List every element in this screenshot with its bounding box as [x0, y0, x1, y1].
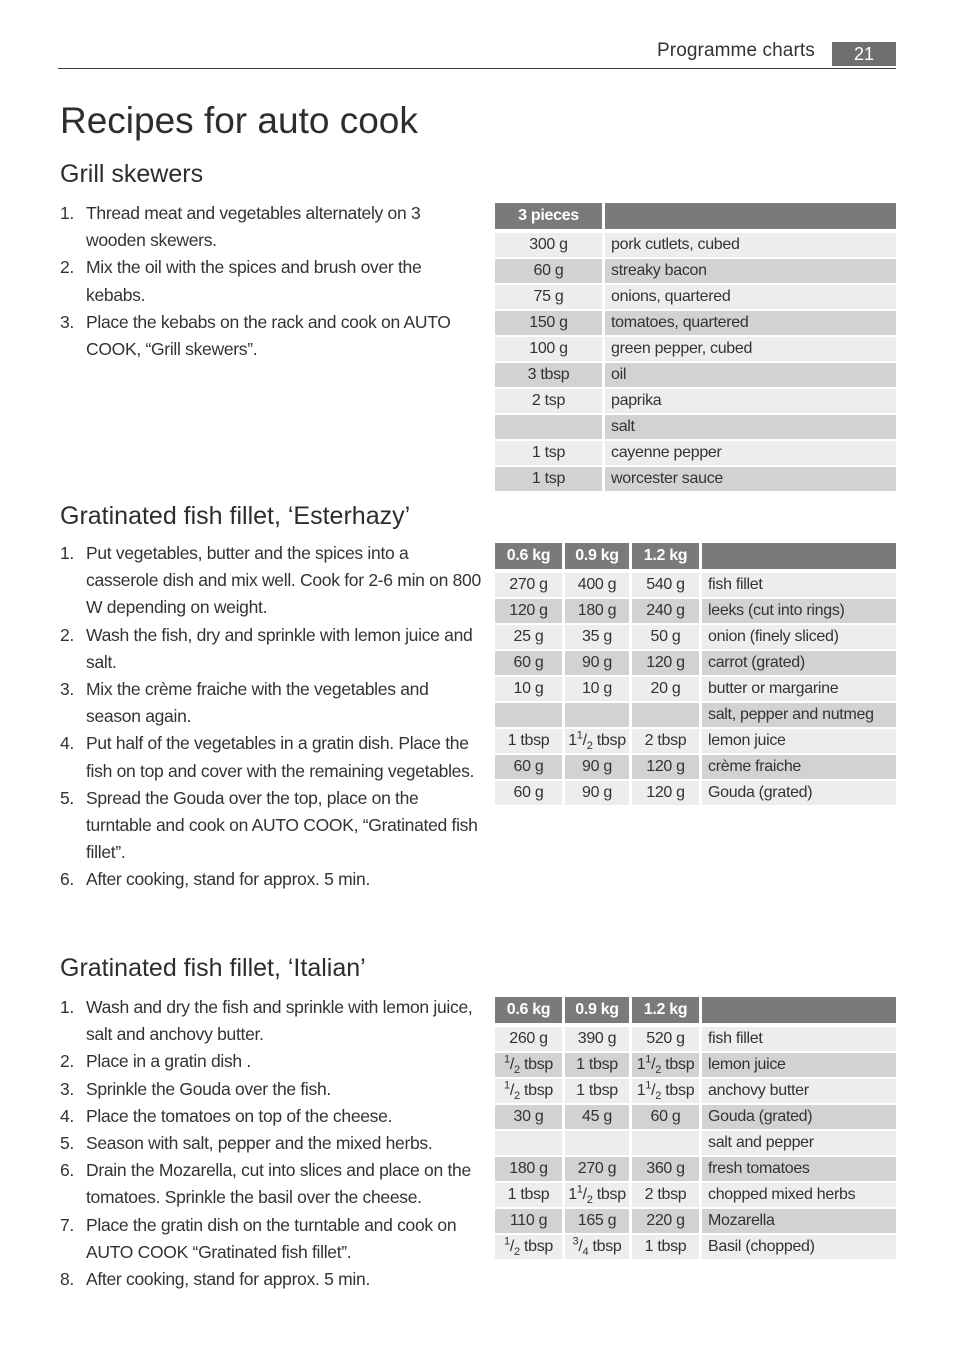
column-header: 3 pieces [495, 203, 605, 233]
ingredient-cell: salt and pepper [702, 1131, 896, 1157]
ingredient-cell: salt [605, 415, 896, 441]
amount-cell: 30 g [495, 1105, 565, 1131]
step-number: 2. [60, 624, 74, 645]
amount-cell: 35 g [565, 625, 632, 651]
ingredient-row [495, 573, 896, 599]
amount-cell: 60 g [495, 651, 565, 677]
amount-cell: 270 g [495, 573, 565, 599]
amount-cell: 180 g [495, 1157, 565, 1183]
ingredient-cell: salt, pepper and nutmeg [702, 703, 896, 729]
amount-cell: 2 tsp [495, 389, 605, 415]
step-item [60, 309, 484, 363]
amount-cell: $^1/_2$ tbsp [495, 1235, 565, 1261]
amount-cell: $1^1/_2$ tbsp [632, 1053, 702, 1079]
ingredient-row [495, 781, 896, 807]
amount-cell: 1 tbsp [565, 1079, 632, 1105]
amount-cell: 60 g [495, 259, 605, 285]
ingredient-cell: onions, quartered [605, 285, 896, 311]
ingredient-row [495, 1131, 896, 1157]
step-item [60, 676, 484, 730]
amount-cell [632, 1131, 702, 1157]
step-number: 3. [60, 311, 74, 332]
ingredient-row [495, 259, 896, 285]
ingredient-row [495, 441, 896, 467]
amount-cell: $^1/_2$ tbsp [495, 1053, 565, 1079]
amount-cell: 150 g [495, 311, 605, 337]
ingredient-cell: lemon juice [702, 1053, 896, 1079]
ingredient-row [495, 1235, 896, 1261]
ingredient-cell: onion (finely sliced) [702, 625, 896, 651]
ingredient-cell: carrot (grated) [702, 651, 896, 677]
ingredient-row [495, 415, 896, 441]
ingredient-row [495, 1079, 896, 1105]
ingredient-cell: leeks (cut into rings) [702, 599, 896, 625]
step-text: Drain the Mozarella, cut into slices and place on the tomatoes. Sprinkle the basil over the cheese. [86, 1160, 471, 1208]
amount-cell [495, 1131, 565, 1157]
amount-cell: 1 tbsp [495, 729, 565, 755]
step-number: 5. [60, 787, 74, 808]
step-text: Place in a gratin dish . [86, 1051, 251, 1072]
amount-cell: 2 tbsp [632, 1183, 702, 1209]
ingredient-row [495, 1027, 896, 1053]
amount-cell: 90 g [565, 755, 632, 781]
ingredient-cell: streaky bacon [605, 259, 896, 285]
step-number: 4. [60, 733, 74, 754]
step-number: 8. [60, 1269, 74, 1290]
page-title: Recipes for auto cook [60, 100, 418, 141]
step-text: Place the kebabs on the rack and cook on AUTO COOK, “Grill skewers”. [86, 311, 451, 360]
amount-cell: 1 tbsp [565, 1053, 632, 1079]
column-header [605, 203, 896, 233]
ingredient-row [495, 285, 896, 311]
amount-cell [565, 703, 632, 729]
steps-esterhazy [60, 540, 484, 894]
step-number: 1. [60, 543, 74, 563]
amount-cell: 400 g [565, 573, 632, 599]
ingredient-row [495, 389, 896, 415]
amount-cell: 180 g [565, 599, 632, 625]
step-item [60, 622, 484, 676]
amount-cell: 2 tbsp [632, 729, 702, 755]
step-item [60, 994, 484, 1048]
ingredient-row [495, 1183, 896, 1209]
ingredient-row [495, 363, 896, 389]
amount-cell: 100 g [495, 337, 605, 363]
ingredients-table-grill [495, 203, 896, 493]
step-item [60, 200, 484, 254]
header-rule [58, 68, 896, 69]
column-header: 1.2 kg [632, 543, 702, 573]
amount-cell: 60 g [495, 781, 565, 807]
step-item [60, 1076, 484, 1103]
column-header [702, 543, 896, 573]
step-number: 5. [60, 1133, 74, 1154]
amount-cell: 120 g [632, 755, 702, 781]
amount-cell: 25 g [495, 625, 565, 651]
ingredient-row [495, 467, 896, 493]
amount-cell: 75 g [495, 285, 605, 311]
recipe-title-grill: Grill skewers [60, 160, 204, 188]
step-text: Wash the fish, dry and sprinkle with lemon juice and salt. [86, 624, 473, 672]
ingredient-cell: chopped mixed herbs [702, 1183, 896, 1209]
step-number: 1. [60, 997, 74, 1017]
step-text: Season with salt, pepper and the mixed herbs. [86, 1133, 433, 1154]
amount-cell: 120 g [632, 651, 702, 677]
ingredient-cell: tomatoes, quartered [605, 311, 896, 337]
ingredient-row [495, 599, 896, 625]
amount-cell: $1^1/_2$ tbsp [632, 1079, 702, 1105]
amount-cell: 120 g [495, 599, 565, 625]
step-number: 4. [60, 1105, 74, 1126]
ingredient-row [495, 233, 896, 259]
step-text: After cooking, stand for approx. 5 min. [86, 869, 371, 890]
ingredient-row [495, 703, 896, 729]
step-item [60, 1130, 484, 1157]
step-item [60, 1157, 484, 1211]
step-item [60, 1103, 484, 1130]
ingredient-cell: worcester sauce [605, 467, 896, 493]
amount-cell: 120 g [632, 781, 702, 807]
amount-cell: 540 g [632, 573, 702, 599]
step-number: 7. [60, 1214, 74, 1235]
ingredients-table-esterhazy [495, 543, 896, 807]
amount-cell: 520 g [632, 1027, 702, 1053]
step-text: Mix the crème fraiche with the vegetables and season again. [86, 679, 429, 727]
step-number: 3. [60, 1078, 74, 1099]
ingredient-row [495, 311, 896, 337]
amount-cell: 90 g [565, 781, 632, 807]
step-text: Spread the Gouda over the top, place on the turntable and cook on AUTO COOK, “Gratinated fish fillet”. [86, 787, 478, 863]
ingredient-cell: butter or margarine [702, 677, 896, 703]
amount-cell: 1 tbsp [632, 1235, 702, 1261]
step-item [60, 540, 484, 622]
step-number: 2. [60, 257, 74, 278]
amount-cell: 10 g [565, 677, 632, 703]
amount-cell: 1 tbsp [495, 1183, 565, 1209]
amount-cell: $^1/_2$ tbsp [495, 1079, 565, 1105]
step-text: Mix the oil with the spices and brush over the kebabs. [86, 257, 422, 305]
ingredient-cell: Basil (chopped) [702, 1235, 896, 1261]
ingredient-cell: crème fraiche [702, 755, 896, 781]
amount-cell: 10 g [495, 677, 565, 703]
amount-cell: $1^1/_2$ tbsp [565, 1183, 632, 1209]
amount-cell: 220 g [632, 1209, 702, 1235]
ingredient-cell: cayenne pepper [605, 441, 896, 467]
ingredient-cell: fish fillet [702, 573, 896, 599]
step-number: 6. [60, 1160, 74, 1181]
step-text: Put half of the vegetables in a gratin dish. Place the fish on top and cover with the remaining vegetables. [86, 733, 475, 781]
step-item [60, 785, 484, 867]
step-text: Sprinkle the Gouda over the fish. [86, 1078, 331, 1099]
ingredient-row [495, 625, 896, 651]
amount-cell: 60 g [495, 755, 565, 781]
amount-cell: 300 g [495, 233, 605, 259]
ingredient-row [495, 1209, 896, 1235]
step-number: 2. [60, 1051, 74, 1072]
amount-cell: $1^1/_2$ tbsp [565, 729, 632, 755]
ingredient-cell: Mozarella [702, 1209, 896, 1235]
ingredient-cell: Gouda (grated) [702, 781, 896, 807]
ingredient-cell: Gouda (grated) [702, 1105, 896, 1131]
amount-cell: 165 g [565, 1209, 632, 1235]
step-number: 3. [60, 679, 74, 700]
ingredient-cell: fresh tomatoes [702, 1157, 896, 1183]
ingredient-cell: anchovy butter [702, 1079, 896, 1105]
amount-cell: 390 g [565, 1027, 632, 1053]
step-text: After cooking, stand for approx. 5 min. [86, 1269, 371, 1290]
amount-cell: 1 tsp [495, 467, 605, 493]
amount-cell: 110 g [495, 1209, 565, 1235]
ingredient-cell: paprika [605, 389, 896, 415]
ingredient-cell: lemon juice [702, 729, 896, 755]
running-header: Programme charts [657, 40, 815, 61]
amount-cell [632, 703, 702, 729]
ingredient-cell: green pepper, cubed [605, 337, 896, 363]
column-header: 0.9 kg [565, 997, 632, 1027]
amount-cell: $^3/_4$ tbsp [565, 1235, 632, 1261]
amount-cell: 90 g [565, 651, 632, 677]
step-number: 1. [60, 203, 74, 223]
amount-cell: 50 g [632, 625, 702, 651]
amount-cell [495, 703, 565, 729]
step-item [60, 730, 484, 784]
ingredient-cell: pork cutlets, cubed [605, 233, 896, 259]
amount-cell: 270 g [565, 1157, 632, 1183]
step-item [60, 1212, 484, 1266]
step-item [60, 254, 484, 308]
ingredient-row [495, 1053, 896, 1079]
steps-italian [60, 994, 484, 1293]
step-number: 6. [60, 869, 74, 890]
amount-cell [495, 415, 605, 441]
amount-cell: 240 g [632, 599, 702, 625]
column-header: 1.2 kg [632, 997, 702, 1027]
ingredient-cell: oil [605, 363, 896, 389]
amount-cell: 260 g [495, 1027, 565, 1053]
ingredients-table-italian [495, 997, 896, 1261]
amount-cell: 360 g [632, 1157, 702, 1183]
ingredient-row [495, 1105, 896, 1131]
step-text: Place the tomatoes on top of the cheese. [86, 1105, 393, 1126]
column-header: 0.6 kg [495, 997, 565, 1027]
amount-cell: 60 g [632, 1105, 702, 1131]
ingredient-row [495, 337, 896, 363]
amount-cell: 20 g [632, 677, 702, 703]
amount-cell: 1 tsp [495, 441, 605, 467]
ingredient-row [495, 1157, 896, 1183]
step-text: Thread meat and vegetables alternately on 3 wooden skewers. [86, 203, 421, 251]
page-number: 21 [832, 42, 896, 66]
step-item [60, 1266, 484, 1293]
amount-cell: 3 tbsp [495, 363, 605, 389]
step-text: Wash and dry the fish and sprinkle with lemon juice, salt and anchovy butter. [86, 997, 473, 1045]
ingredient-row [495, 677, 896, 703]
column-header: 0.9 kg [565, 543, 632, 573]
steps-grill [60, 200, 484, 363]
step-item [60, 866, 484, 893]
ingredient-cell: fish fillet [702, 1027, 896, 1053]
ingredient-row [495, 729, 896, 755]
recipe-title-esterhazy: Gratinated fish fillet, ‘Esterhazy’ [60, 502, 411, 530]
step-text: Place the gratin dish on the turntable and cook on AUTO COOK “Gratinated fish fillet”. [86, 1214, 457, 1262]
step-item [60, 1048, 484, 1075]
ingredient-row [495, 651, 896, 677]
recipe-title-italian: Gratinated fish fillet, ‘Italian’ [60, 954, 366, 982]
amount-cell: 45 g [565, 1105, 632, 1131]
ingredient-row [495, 755, 896, 781]
column-header [702, 997, 896, 1027]
step-text: Put vegetables, butter and the spices into a casserole dish and mix well. Cook for 2-6 min on 800 W depending on weight. [86, 543, 481, 618]
column-header: 0.6 kg [495, 543, 565, 573]
amount-cell [565, 1131, 632, 1157]
